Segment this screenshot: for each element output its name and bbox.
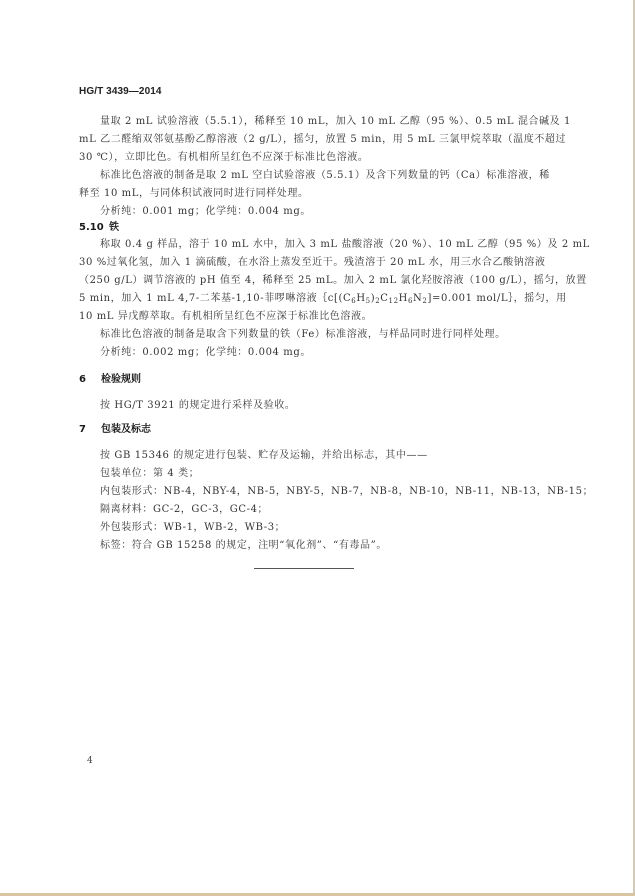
calcium-line-6: 分析纯：0.001 mg；化学纯：0.004 mg。 bbox=[100, 206, 311, 217]
standard-code-header: HG/T 3439—2014 bbox=[79, 86, 162, 97]
section-title: 铁 bbox=[109, 222, 119, 233]
page-number: 4 bbox=[87, 756, 93, 766]
section-number: 6 bbox=[79, 374, 86, 385]
iron-line-7: 分析纯：0.002 mg；化学纯：0.004 mg。 bbox=[100, 347, 311, 358]
calcium-line-2: mL 乙二醛缩双邻氨基酚乙醇溶液（2 g/L），摇匀，放置 5 min，用 5 mL 三氯甲烷萃取（温度不超过 bbox=[79, 134, 567, 145]
section-heading-iron bbox=[79, 222, 119, 234]
calcium-line-1: 量取 2 mL 试验溶液（5.5.1），稀释至 10 mL，加入 10 mL 乙醇（95 %）、0.5 mL 混合碱及 1 bbox=[100, 116, 571, 127]
formula-sub: 5 bbox=[365, 297, 371, 305]
formula-part: N bbox=[413, 293, 423, 304]
iron-line-2: 30 %过氧化氢，加入 1 滴硫酸，在水浴上蒸发至近干。残渣溶于 20 mL 水，用三水合乙酸钠溶液 bbox=[79, 257, 546, 268]
formula-sub: 2 bbox=[422, 297, 428, 305]
packaging-line-4: 隔离材料：GC-2，GC-3，GC-4； bbox=[100, 504, 269, 515]
iron-line-6: 标准比色溶液的制备是取含下列数量的铁（Fe）标准溶液，与样品同时进行同样处理。 bbox=[100, 329, 506, 340]
packaging-line-2: 包装单位：第 4 类； bbox=[100, 468, 200, 479]
inspection-line-1: 按 HG/T 3921 的规定进行采样及验收。 bbox=[100, 400, 296, 411]
packaging-line-1: 按 GB 15346 的规定进行包装、贮存及运输，并给出标志，其中—— bbox=[100, 450, 428, 461]
calcium-line-5: 释至 10 mL，与同体积试液同时进行同样处理。 bbox=[79, 188, 309, 199]
formula-sub: 6 bbox=[407, 297, 414, 305]
section-heading-packaging bbox=[79, 424, 151, 436]
section-number: 5.10 bbox=[79, 222, 104, 233]
iron-line-1: 称取 0.4 g 样品，溶于 10 mL 水中，加入 3 mL 盐酸溶液（20 %）、10 mL 乙醇（95 %）及 2 mL bbox=[100, 239, 590, 250]
section-title: 检验规则 bbox=[101, 374, 141, 385]
iron-line-3: （250 g/L）调节溶液的 pH 值至 4，稀释至 25 mL。加入 2 mL 氯化羟胺溶液（100 g/L），摇匀，放置 bbox=[79, 275, 587, 286]
calcium-line-4: 标准比色溶液的制备是取 2 mL 空白试验溶液（5.5.1）及含下列数量的钙（Ca）标准溶液，稀 bbox=[100, 170, 550, 181]
packaging-line-6: 标签：符合 GB 15258 的规定，注明“氧化剂”、“有毒品”。 bbox=[100, 540, 387, 551]
formula-sub: 6 bbox=[351, 297, 357, 305]
formula-sub: 12 bbox=[388, 297, 399, 305]
calcium-line-3: 30 ℃），立即比色。有机相所呈红色不应深于标准比色溶液。 bbox=[79, 152, 369, 163]
section-heading-inspection bbox=[79, 374, 141, 386]
packaging-line-5: 外包装形式：WB-1，WB-2，WB-3； bbox=[100, 522, 286, 533]
packaging-line-3: 内包装形式：NB-4，NBY-4，NB-5，NBY-5，NB-7，NB-8，NB-10，NB-11，NB-13，NB-15； bbox=[100, 486, 594, 497]
formula-part: H bbox=[356, 293, 366, 304]
end-of-document-rule bbox=[254, 568, 354, 569]
formula-part: ) bbox=[370, 293, 376, 304]
iron-line-4-formula bbox=[79, 293, 567, 305]
formula-sub: 2 bbox=[375, 297, 381, 305]
section-number: 7 bbox=[79, 424, 86, 435]
formula-prefix: 5 min，加入 1 mL 4,7-二苯基-1,10-菲啰啉溶液｛c[(C bbox=[79, 293, 352, 304]
formula-suffix: ]=0.001 mol/L｝，摇匀，用 bbox=[427, 293, 567, 304]
formula-part: H bbox=[398, 293, 408, 304]
formula-part: C bbox=[380, 293, 389, 304]
section-title: 包装及标志 bbox=[101, 424, 151, 435]
iron-line-5: 10 mL 异戊醇萃取。有机相所呈红色不应深于标准比色溶液。 bbox=[79, 311, 373, 322]
